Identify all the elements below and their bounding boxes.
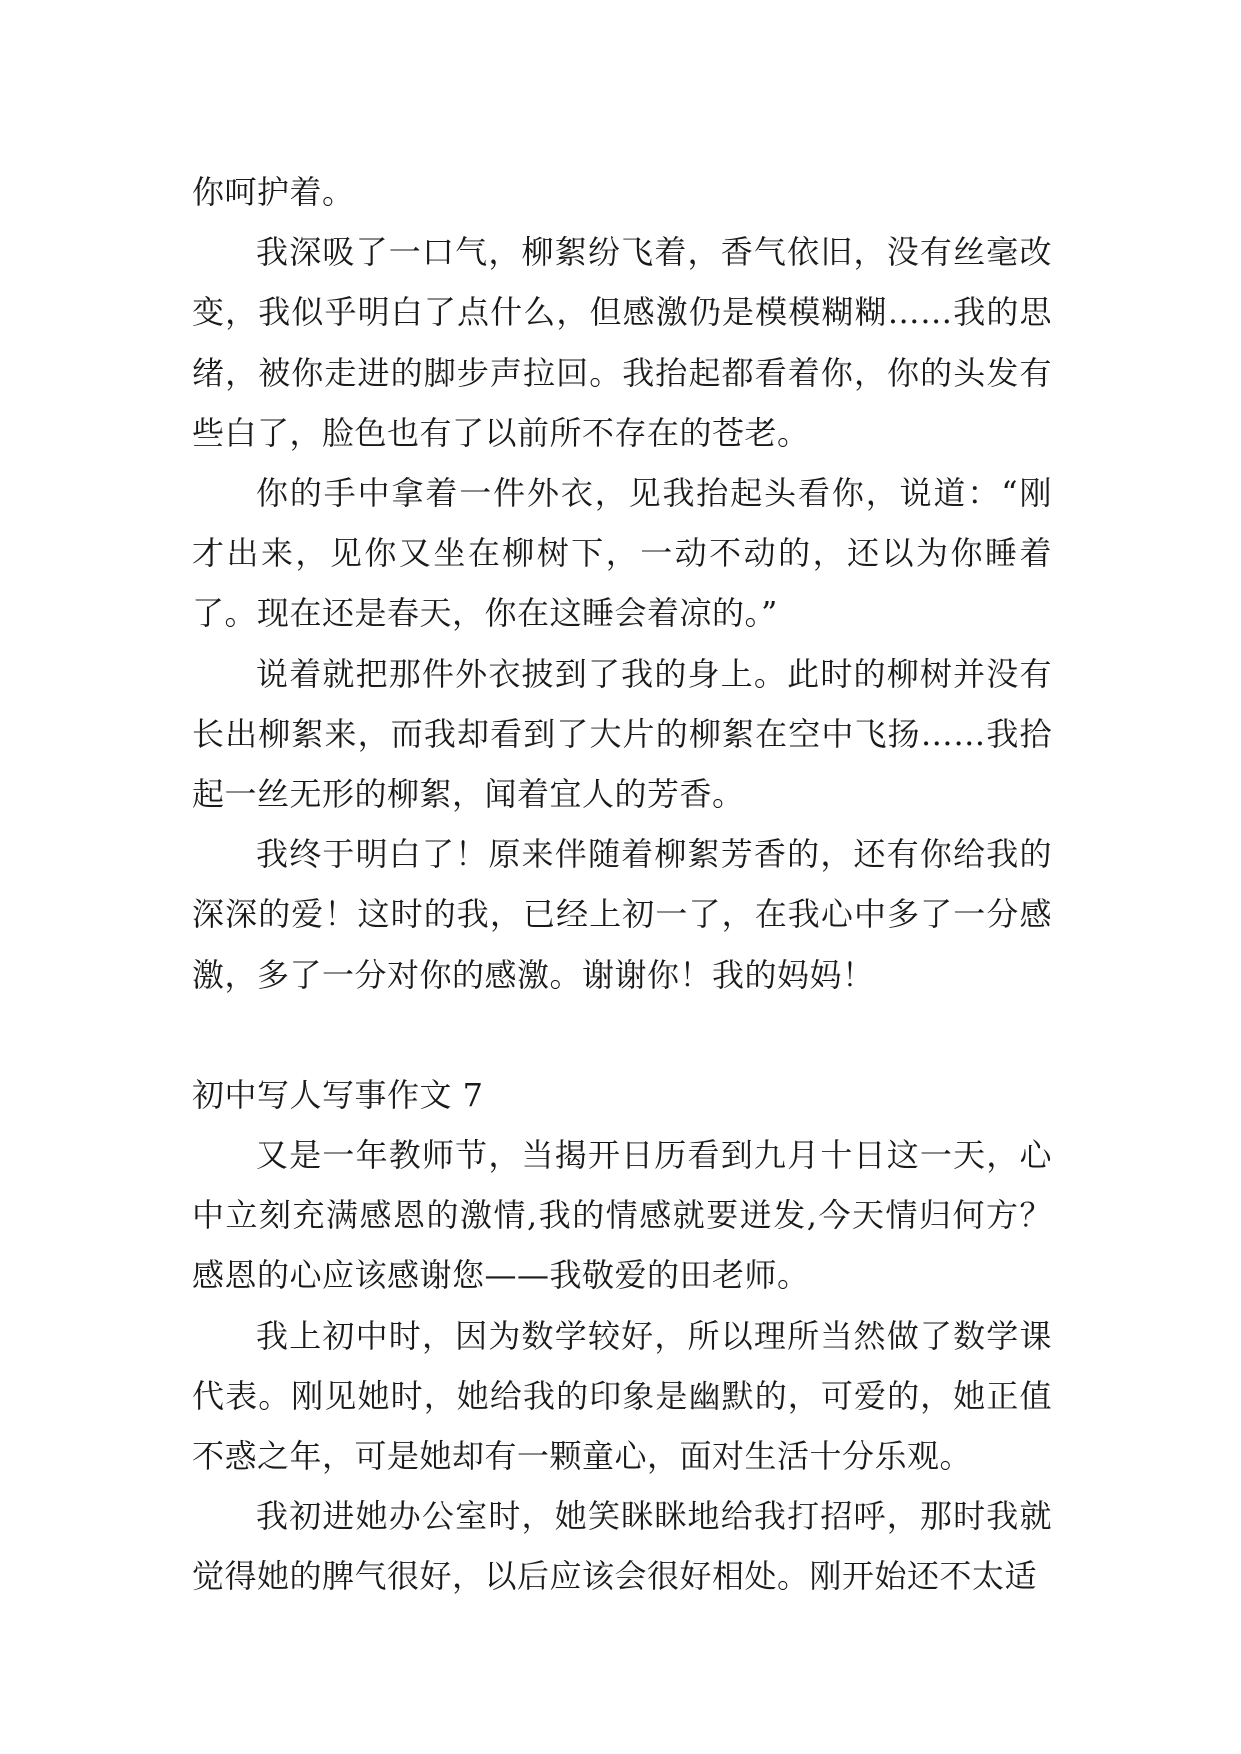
paragraph: 又是一年教师节，当揭开日历看到九月十日这一天，心中立刻充满感恩的激情,我的情感就要迸发,今天情归何方？感恩的心应该感谢您——我敬爱的田老师。 [192,1136,1052,1295]
paragraph: 我深吸了一口气，柳絮纷飞着，香气依旧，没有丝毫改变，我似乎明白了点什么，但感激仍是模模糊糊……我的思绪，被你走进的脚步声拉回。我抬起都看着你，你的头发有些白了，脸色也有了以前所不存在的苍老。 [192,233,1052,452]
paragraph: 你呵护着。 [192,173,355,211]
section-spacer [192,1005,1052,1065]
paragraph: 我上初中时，因为数学较好，所以理所当然做了数学课代表。刚见她时，她给我的印象是幽默的，可爱的，她正值不惑之年，可是她却有一颗童心，面对生活十分乐观。 [192,1316,1052,1476]
section-heading: 初中写人写事作文 7 [192,1075,484,1114]
paragraph: 你的手中拿着一件外衣，见我抬起头看你，说道：“刚才出来，见你又坐在柳树下，一动不动的，还以为你睡着了。现在还是春天，你在这睡会着凉的。” [192,474,1052,633]
paragraph: 我终于明白了！原来伴随着柳絮芳香的，还有你给我的深深的爱！这时的我，已经上初一了，在我心中多了一分感激，多了一分对你的感激。谢谢你！我的妈妈！ [192,835,1052,994]
document-body [192,162,1052,1607]
paragraph: 我初进她办公室时，她笑眯眯地给我打招呼，那时我就觉得她的脾气很好，以后应该会很好相处。刚开始还不太适 [192,1497,1052,1596]
paragraph: 说着就把那件外衣披到了我的身上。此时的柳树并没有长出柳絮来，而我却看到了大片的柳絮在空中飞扬……我拾起一丝无形的柳絮，闻着宜人的芳香。 [192,654,1052,814]
